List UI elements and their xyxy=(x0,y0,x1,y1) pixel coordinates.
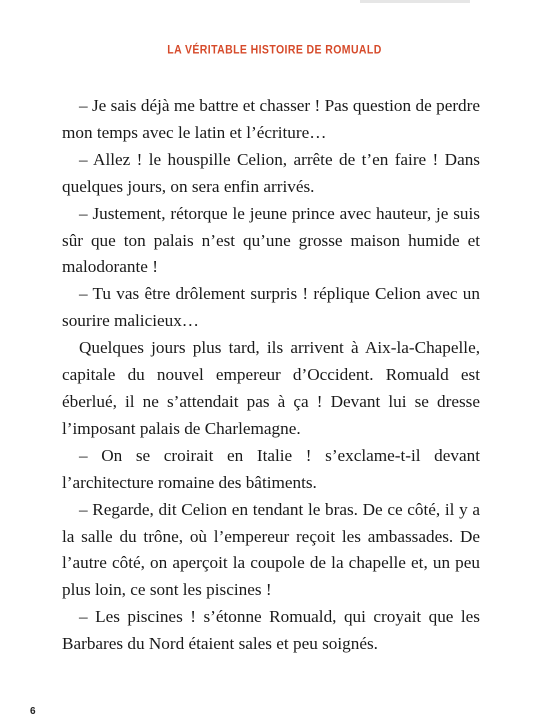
paragraph-8: – Les piscines ! s’étonne Romuald, qui croyait que les Barbares du Nord étaient sales et peu soignés. xyxy=(62,607,480,654)
paragraph-5: Quelques jours plus tard, ils arrivent à Aix-la-Chapelle, capitale du nouvel empereur d’Occident. Romuald est éberlué, il ne s’attendait pas à ça ! Devant lui se dresse l’imposant palais de Charlemagne. xyxy=(62,338,480,438)
paragraph-3: – Justement, rétorque le jeune prince avec hauteur, je suis sûr que ton palais n’est qu’une grosse maison humide et malodorante ! xyxy=(62,203,480,277)
paragraph-4: – Tu vas être drôlement surpris ! réplique Celion avec un sourire malicieux… xyxy=(62,284,480,331)
scan-edge-mark xyxy=(360,0,470,3)
body-text xyxy=(62,93,480,658)
paragraph-7: – Regarde, dit Celion en tendant le bras. De ce côté, il y a la salle du trône, où l’empereur reçoit les ambassades. De l’autre côté, on aperçoit la coupole de la chapelle et, un peu plus loin, ce sont les piscines ! xyxy=(62,499,480,600)
paragraph-2: – Allez ! le houspille Celion, arrête de t’en faire ! Dans quelques jours, on sera enfin arrivés. xyxy=(62,149,480,196)
page-number: 6 xyxy=(30,706,36,717)
paragraph-6: – On se croirait en Italie ! s’exclame-t-il devant l’architecture romaine des bâtiments. xyxy=(62,445,480,492)
paragraph-1: – Je sais déjà me battre et chasser ! Pas question de perdre mon temps avec le latin et l’écriture… xyxy=(62,96,480,142)
running-title: LA VÉRITABLE HISTOIRE DE ROMUALD xyxy=(167,43,382,57)
